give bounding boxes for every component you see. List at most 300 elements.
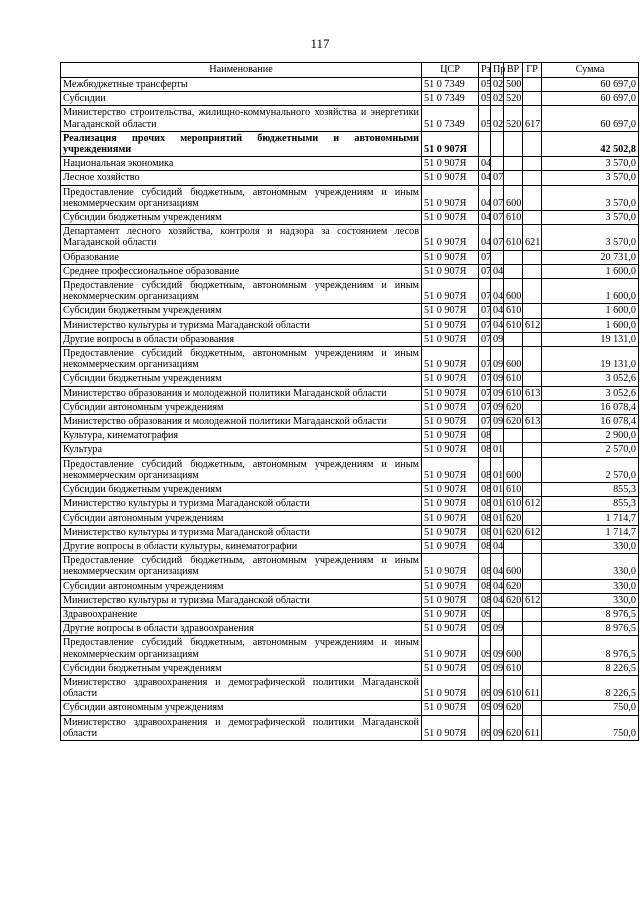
cell-vr: 620 <box>504 593 523 607</box>
cell-name: Министерство образования и молодежной политики Магаданской области <box>61 415 422 429</box>
cell-gr: 617 <box>523 106 542 131</box>
cell-sum: 1 714,7 <box>542 525 639 539</box>
cell-pr: 09 <box>491 661 504 675</box>
cell-name: Субсидии бюджетным учреждениям <box>61 304 422 318</box>
cell-rz: 07 <box>479 372 491 386</box>
table-row <box>61 701 639 715</box>
table-row <box>61 443 639 457</box>
cell-rz: 04 <box>479 171 491 185</box>
cell-rz: 08 <box>479 483 491 497</box>
cell-name: Субсидии автономным учреждениям <box>61 511 422 525</box>
cell-csr: 51 0 907Я <box>422 185 479 210</box>
cell-name: Национальная экономика <box>61 157 422 171</box>
cell-name: Департамент лесного хозяйства, контроля и надзора за состоянием лесов Магаданской области <box>61 225 422 250</box>
cell-name: Субсидии бюджетным учреждениям <box>61 372 422 386</box>
column-header-name: Наименование <box>61 63 422 78</box>
cell-rz: 04 <box>479 157 491 171</box>
cell-name: Министерство культуры и туризма Магаданской области <box>61 593 422 607</box>
cell-name: Субсидии бюджетным учреждениям <box>61 661 422 675</box>
table-row <box>61 185 639 210</box>
cell-pr: 01 <box>491 497 504 511</box>
cell-vr <box>504 607 523 621</box>
cell-vr: 600 <box>504 636 523 661</box>
cell-sum: 8 226,5 <box>542 675 639 700</box>
column-header-pr: Пр <box>491 63 504 78</box>
cell-gr <box>523 636 542 661</box>
cell-pr: 01 <box>491 525 504 539</box>
table-row <box>61 171 639 185</box>
cell-vr: 610 <box>504 225 523 250</box>
table-body <box>61 78 639 741</box>
budget-table <box>60 62 639 741</box>
column-header-csr: ЦСР <box>422 63 479 78</box>
cell-sum: 330,0 <box>542 593 639 607</box>
cell-sum: 750,0 <box>542 701 639 715</box>
table-row <box>61 579 639 593</box>
cell-name: Субсидии автономным учреждениям <box>61 701 422 715</box>
cell-vr: 520 <box>504 106 523 131</box>
table-row <box>61 78 639 92</box>
cell-csr: 51 0 907Я <box>422 701 479 715</box>
cell-vr: 620 <box>504 701 523 715</box>
cell-gr <box>523 554 542 579</box>
cell-vr <box>504 332 523 346</box>
cell-gr: 621 <box>523 225 542 250</box>
cell-sum: 3 052,6 <box>542 372 639 386</box>
cell-csr: 51 0 907Я <box>422 715 479 740</box>
cell-rz: 07 <box>479 250 491 264</box>
column-header-gr: ГР <box>523 63 542 78</box>
cell-gr: 611 <box>523 675 542 700</box>
cell-csr: 51 0 907Я <box>422 661 479 675</box>
cell-vr: 610 <box>504 386 523 400</box>
cell-name: Другие вопросы в области образования <box>61 332 422 346</box>
cell-pr: 04 <box>491 593 504 607</box>
cell-pr <box>491 157 504 171</box>
cell-gr <box>523 185 542 210</box>
cell-gr: 612 <box>523 318 542 332</box>
cell-pr: 09 <box>491 400 504 414</box>
table-row <box>61 211 639 225</box>
cell-sum: 3 570,0 <box>542 185 639 210</box>
cell-name: Предоставление субсидий бюджетным, автономным учреждениям и иным некоммерческим организациям <box>61 347 422 372</box>
cell-vr: 600 <box>504 279 523 304</box>
cell-csr: 51 0 907Я <box>422 157 479 171</box>
cell-name: Образование <box>61 250 422 264</box>
cell-sum: 19 131,0 <box>542 347 639 372</box>
cell-sum: 8 976,5 <box>542 607 639 621</box>
cell-sum: 330,0 <box>542 554 639 579</box>
cell-csr: 51 0 907Я <box>422 607 479 621</box>
cell-sum: 2 570,0 <box>542 457 639 482</box>
cell-csr: 51 0 907Я <box>422 318 479 332</box>
cell-vr: 620 <box>504 415 523 429</box>
cell-csr: 51 0 907Я <box>422 539 479 553</box>
table-row <box>61 457 639 482</box>
table-row <box>61 636 639 661</box>
table-row <box>61 279 639 304</box>
table-row <box>61 400 639 414</box>
column-header-rz: Рз <box>479 63 491 78</box>
cell-sum: 16 078,4 <box>542 415 639 429</box>
cell-sum: 2 570,0 <box>542 443 639 457</box>
cell-pr: 01 <box>491 483 504 497</box>
cell-sum: 1 600,0 <box>542 264 639 278</box>
cell-csr: 51 0 907Я <box>422 525 479 539</box>
cell-name: Предоставление субсидий бюджетным, автономным учреждениям и иным некоммерческим организациям <box>61 636 422 661</box>
cell-gr <box>523 372 542 386</box>
table-row <box>61 386 639 400</box>
table-row <box>61 318 639 332</box>
cell-csr: 51 0 907Я <box>422 675 479 700</box>
cell-csr: 51 0 907Я <box>422 497 479 511</box>
cell-csr: 51 0 907Я <box>422 554 479 579</box>
cell-gr <box>523 701 542 715</box>
cell-gr <box>523 443 542 457</box>
cell-vr: 620 <box>504 525 523 539</box>
cell-rz: 05 <box>479 78 491 92</box>
cell-name: Предоставление субсидий бюджетным, автономным учреждениям и иным некоммерческим организациям <box>61 457 422 482</box>
cell-rz: 07 <box>479 279 491 304</box>
cell-name: Министерство образования и молодежной политики Магаданской области <box>61 386 422 400</box>
cell-pr <box>491 607 504 621</box>
cell-sum: 8 976,5 <box>542 636 639 661</box>
cell-vr <box>504 250 523 264</box>
cell-rz: 09 <box>479 622 491 636</box>
cell-name: Министерство культуры и туризма Магаданской области <box>61 497 422 511</box>
cell-rz: 08 <box>479 554 491 579</box>
table-row <box>61 661 639 675</box>
cell-vr <box>504 443 523 457</box>
cell-gr <box>523 171 542 185</box>
cell-vr <box>504 157 523 171</box>
cell-sum: 2 900,0 <box>542 429 639 443</box>
table-row <box>61 157 639 171</box>
cell-sum: 16 078,4 <box>542 400 639 414</box>
cell-vr: 610 <box>504 675 523 700</box>
cell-rz: 08 <box>479 497 491 511</box>
table-row <box>61 554 639 579</box>
cell-csr: 51 0 907Я <box>422 347 479 372</box>
table-row <box>61 429 639 443</box>
cell-pr: 04 <box>491 264 504 278</box>
table-row <box>61 92 639 106</box>
cell-pr: 09 <box>491 622 504 636</box>
cell-sum: 1 714,7 <box>542 511 639 525</box>
cell-vr: 610 <box>504 483 523 497</box>
cell-pr: 04 <box>491 279 504 304</box>
cell-csr: 51 0 907Я <box>422 622 479 636</box>
cell-gr <box>523 457 542 482</box>
cell-pr: 02 <box>491 92 504 106</box>
cell-rz: 05 <box>479 106 491 131</box>
cell-rz: 04 <box>479 211 491 225</box>
cell-vr: 610 <box>504 497 523 511</box>
column-header-sum: Сумма <box>542 63 639 78</box>
cell-gr <box>523 429 542 443</box>
cell-csr: 51 0 907Я <box>422 211 479 225</box>
table-row <box>61 264 639 278</box>
cell-rz: 08 <box>479 579 491 593</box>
cell-rz: 08 <box>479 511 491 525</box>
cell-pr: 09 <box>491 332 504 346</box>
table-row <box>61 511 639 525</box>
cell-vr <box>504 622 523 636</box>
cell-vr: 600 <box>504 347 523 372</box>
cell-csr: 51 0 907Я <box>422 171 479 185</box>
cell-gr <box>523 622 542 636</box>
cell-rz: 08 <box>479 539 491 553</box>
cell-rz: 08 <box>479 457 491 482</box>
cell-name: Культура, кинематография <box>61 429 422 443</box>
cell-csr: 51 0 907Я <box>422 400 479 414</box>
cell-name: Субсидии <box>61 92 422 106</box>
cell-sum: 1 600,0 <box>542 318 639 332</box>
cell-csr: 51 0 7349 <box>422 106 479 131</box>
cell-gr: 612 <box>523 497 542 511</box>
cell-rz: 07 <box>479 332 491 346</box>
cell-vr: 620 <box>504 400 523 414</box>
cell-name: Предоставление субсидий бюджетным, автономным учреждениям и иным некоммерческим организациям <box>61 554 422 579</box>
cell-sum: 60 697,0 <box>542 78 639 92</box>
cell-pr: 09 <box>491 675 504 700</box>
cell-sum: 60 697,0 <box>542 106 639 131</box>
cell-sum: 750,0 <box>542 715 639 740</box>
table-row <box>61 304 639 318</box>
cell-pr: 09 <box>491 347 504 372</box>
table-row <box>61 372 639 386</box>
cell-rz: 07 <box>479 386 491 400</box>
cell-sum: 1 600,0 <box>542 304 639 318</box>
cell-rz: 08 <box>479 443 491 457</box>
cell-rz: 09 <box>479 661 491 675</box>
cell-rz: 04 <box>479 225 491 250</box>
cell-csr: 51 0 907Я <box>422 372 479 386</box>
cell-vr: 600 <box>504 185 523 210</box>
cell-pr: 04 <box>491 554 504 579</box>
table-header-row <box>61 63 639 78</box>
cell-pr: 07 <box>491 171 504 185</box>
table-row <box>61 607 639 621</box>
cell-name: Здравоохранение <box>61 607 422 621</box>
page-number: 117 <box>310 36 330 51</box>
cell-name: Субсидии автономным учреждениям <box>61 400 422 414</box>
cell-pr: 01 <box>491 443 504 457</box>
cell-pr <box>491 250 504 264</box>
cell-vr: 520 <box>504 92 523 106</box>
cell-csr: 51 0 7349 <box>422 92 479 106</box>
cell-name: Субсидии автономным учреждениям <box>61 579 422 593</box>
cell-gr: 613 <box>523 415 542 429</box>
cell-gr: 612 <box>523 525 542 539</box>
cell-name: Среднее профессиональное образование <box>61 264 422 278</box>
cell-name: Лесное хозяйство <box>61 171 422 185</box>
cell-name: Другие вопросы в области культуры, кинематографии <box>61 539 422 553</box>
cell-pr: 09 <box>491 701 504 715</box>
cell-sum: 42 502,8 <box>542 131 639 156</box>
cell-name: Предоставление субсидий бюджетным, автономным учреждениям и иным некоммерческим организациям <box>61 279 422 304</box>
cell-vr: 620 <box>504 511 523 525</box>
cell-csr: 51 0 907Я <box>422 304 479 318</box>
table-row <box>61 525 639 539</box>
cell-gr <box>523 400 542 414</box>
cell-pr: 04 <box>491 539 504 553</box>
cell-vr: 500 <box>504 78 523 92</box>
cell-vr <box>504 429 523 443</box>
cell-pr: 01 <box>491 457 504 482</box>
cell-vr: 600 <box>504 457 523 482</box>
cell-name: Субсидии бюджетным учреждениям <box>61 211 422 225</box>
cell-pr: 02 <box>491 78 504 92</box>
cell-name: Министерство строительства, жилищно-коммунального хозяйства и энергетики Магаданской области <box>61 106 422 131</box>
cell-csr: 51 0 907Я <box>422 429 479 443</box>
cell-sum: 20 731,0 <box>542 250 639 264</box>
cell-sum: 855,3 <box>542 497 639 511</box>
cell-rz: 08 <box>479 525 491 539</box>
cell-gr <box>523 332 542 346</box>
cell-gr: 612 <box>523 593 542 607</box>
table-row <box>61 347 639 372</box>
cell-gr <box>523 250 542 264</box>
cell-csr: 51 0 907Я <box>422 279 479 304</box>
cell-name: Министерство культуры и туризма Магаданской области <box>61 318 422 332</box>
cell-sum: 8 976,5 <box>542 622 639 636</box>
table-row <box>61 715 639 740</box>
cell-pr: 02 <box>491 106 504 131</box>
cell-pr: 09 <box>491 372 504 386</box>
cell-csr: 51 0 907Я <box>422 332 479 346</box>
cell-name: Министерство культуры и туризма Магаданской области <box>61 525 422 539</box>
cell-csr: 51 0 907Я <box>422 579 479 593</box>
cell-pr: 04 <box>491 304 504 318</box>
cell-csr: 51 0 907Я <box>422 386 479 400</box>
cell-sum: 330,0 <box>542 539 639 553</box>
cell-gr <box>523 78 542 92</box>
table-row <box>61 675 639 700</box>
cell-sum: 3 052,6 <box>542 386 639 400</box>
cell-rz: 07 <box>479 304 491 318</box>
cell-rz <box>479 131 491 156</box>
cell-gr <box>523 211 542 225</box>
cell-csr: 51 0 907Я <box>422 483 479 497</box>
cell-sum: 19 131,0 <box>542 332 639 346</box>
table-row <box>61 250 639 264</box>
cell-name: Реализация прочих мероприятий бюджетными и автономными учреждениями <box>61 131 422 156</box>
cell-sum: 3 570,0 <box>542 171 639 185</box>
cell-vr: 600 <box>504 554 523 579</box>
cell-rz: 07 <box>479 318 491 332</box>
cell-csr: 51 0 907Я <box>422 415 479 429</box>
cell-name: Предоставление субсидий бюджетным, автономным учреждениям и иным некоммерческим организациям <box>61 185 422 210</box>
cell-pr: 09 <box>491 386 504 400</box>
cell-vr: 610 <box>504 372 523 386</box>
cell-rz: 09 <box>479 607 491 621</box>
cell-sum: 8 226,5 <box>542 661 639 675</box>
cell-rz: 04 <box>479 185 491 210</box>
cell-csr: 51 0 907Я <box>422 511 479 525</box>
cell-rz: 09 <box>479 675 491 700</box>
cell-gr <box>523 661 542 675</box>
cell-pr: 09 <box>491 636 504 661</box>
cell-pr: 07 <box>491 185 504 210</box>
cell-pr: 07 <box>491 225 504 250</box>
table-row <box>61 622 639 636</box>
cell-vr: 620 <box>504 715 523 740</box>
cell-gr <box>523 579 542 593</box>
cell-rz: 09 <box>479 636 491 661</box>
table-row <box>61 539 639 553</box>
cell-sum: 330,0 <box>542 579 639 593</box>
cell-csr: 51 0 907Я <box>422 457 479 482</box>
cell-name: Межбюджетные трансферты <box>61 78 422 92</box>
cell-pr <box>491 429 504 443</box>
cell-rz: 07 <box>479 400 491 414</box>
cell-vr: 610 <box>504 661 523 675</box>
cell-gr <box>523 131 542 156</box>
cell-rz: 07 <box>479 347 491 372</box>
cell-rz: 08 <box>479 429 491 443</box>
cell-name: Министерство здравоохранения и демографической политики Магаданской области <box>61 675 422 700</box>
cell-gr <box>523 539 542 553</box>
cell-vr <box>504 539 523 553</box>
cell-gr <box>523 304 542 318</box>
table-row <box>61 593 639 607</box>
cell-csr: 51 0 907Я <box>422 636 479 661</box>
cell-sum: 60 697,0 <box>542 92 639 106</box>
cell-csr: 51 0 7349 <box>422 78 479 92</box>
cell-gr <box>523 347 542 372</box>
cell-sum: 3 570,0 <box>542 157 639 171</box>
table-row <box>61 415 639 429</box>
cell-vr: 610 <box>504 318 523 332</box>
cell-pr: 01 <box>491 511 504 525</box>
table-row <box>61 225 639 250</box>
table-row <box>61 483 639 497</box>
cell-gr: 611 <box>523 715 542 740</box>
column-header-vr: ВР <box>504 63 523 78</box>
table-row <box>61 106 639 131</box>
table-row <box>61 332 639 346</box>
cell-sum: 1 600,0 <box>542 279 639 304</box>
cell-gr <box>523 279 542 304</box>
cell-rz: 09 <box>479 701 491 715</box>
cell-pr: 09 <box>491 715 504 740</box>
cell-gr <box>523 92 542 106</box>
cell-csr: 51 0 907Я <box>422 264 479 278</box>
cell-rz: 08 <box>479 593 491 607</box>
cell-name: Министерство здравоохранения и демографической политики Магаданской области <box>61 715 422 740</box>
cell-rz: 07 <box>479 415 491 429</box>
table-row <box>61 497 639 511</box>
cell-pr: 04 <box>491 579 504 593</box>
cell-sum: 3 570,0 <box>542 225 639 250</box>
cell-gr <box>523 264 542 278</box>
cell-pr <box>491 131 504 156</box>
cell-name: Субсидии бюджетным учреждениям <box>61 483 422 497</box>
cell-csr: 51 0 907Я <box>422 250 479 264</box>
cell-vr: 620 <box>504 579 523 593</box>
cell-vr: 610 <box>504 211 523 225</box>
cell-gr <box>523 511 542 525</box>
cell-csr: 51 0 907Я <box>422 593 479 607</box>
cell-sum: 3 570,0 <box>542 211 639 225</box>
cell-name: Другие вопросы в области здравоохранения <box>61 622 422 636</box>
cell-vr <box>504 131 523 156</box>
cell-rz: 05 <box>479 92 491 106</box>
cell-gr <box>523 157 542 171</box>
cell-vr <box>504 264 523 278</box>
cell-csr: 51 0 907Я <box>422 443 479 457</box>
